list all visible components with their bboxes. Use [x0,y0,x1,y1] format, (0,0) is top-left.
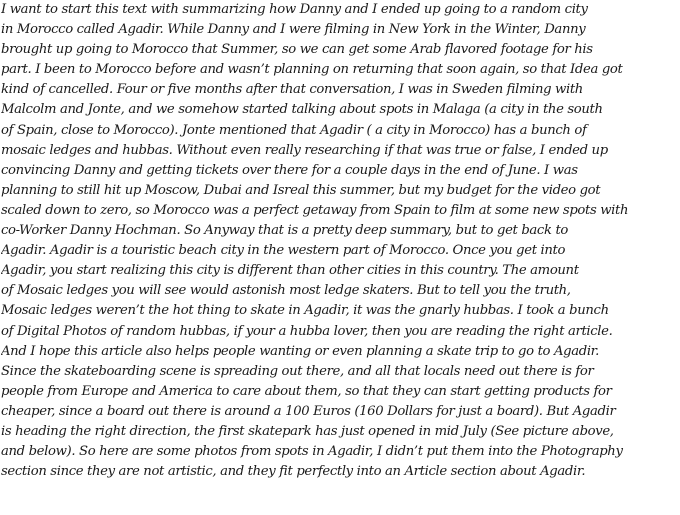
article-line: scaled down to zero, so Morocco was a perfect getaway from Spain to film at some new spots with [1,202,629,218]
article-line: brought up going to Morocco that Summer, so we can get some Arab flavored footage for his [1,42,593,58]
article-line: cheaper, since a board out there is around a 100 Euros (160 Dollars for just a board). But Agadir [1,403,616,419]
article-line: Agadir, you start realizing this city is different than other cities in this country. The amount [1,263,579,279]
article-line: section since they are not artistic, and they fit perfectly into an Article section about Agadir. [1,464,586,480]
article-line: and below). So here are some photos from spots in Agadir, I didn’t put them into the Photography [1,444,623,460]
article-line: of Mosaic ledges you will see would astonish most ledge skaters. But to tell you the truth, [1,283,571,299]
article-line: co-Worker Danny Hochman. So Anyway that is a pretty deep summary, but to get back to [1,223,568,239]
article-line: part. I been to Morocco before and wasn’t planning on returning that soon again, so that Idea got [1,62,623,78]
article-line: convincing Danny and getting tickets over there for a couple days in the end of June. I was [1,162,578,178]
article-line: Agadir. Agadir is a touristic beach city in the western part of Morocco. Once you get into [1,243,566,259]
article-line: Malcolm and Jonte, and we somehow started talking about spots in Malaga (a city in the south [1,102,603,118]
article-line: Mosaic ledges weren’t the hot thing to skate in Agadir, it was the gnarly hubbas. I took a bunch [1,303,609,319]
article-line: And I hope this article also helps people wanting or even planning a skate trip to go to Agadir. [1,343,600,359]
article-line: is heading the right direction, the first skatepark has just opened in mid July (See picture above, [1,423,614,439]
article-line: mosaic ledges and hubbas. Without even really researching if that was true or false, I ended up [1,142,608,158]
article-line: of Spain, close to Morocco). Jonte mentioned that Agadir ( a city in Morocco) has a bunch of [1,122,587,138]
article-line: people from Europe and America to care about them, so that they can start getting products for [1,383,612,399]
article-line: in Morocco called Agadir. While Danny and I were filming in New York in the Winter, Danny [1,22,586,38]
article-line: planning to still hit up Moscow, Dubai and Isreal this summer, but my budget for the video got [1,182,601,198]
article-body [1,0,680,482]
article-line: Since the skateboarding scene is spreading out there, and all that locals need out there is for [1,363,594,379]
article-line: kind of cancelled. Four or five months after that conversation, I was in Sweden filming with [1,82,583,98]
article-line: of Digital Photos of random hubbas, if your a hubba lover, then you are reading the right article. [1,323,613,339]
article-line: I want to start this text with summarizing how Danny and I ended up going to a random city [1,2,588,17]
